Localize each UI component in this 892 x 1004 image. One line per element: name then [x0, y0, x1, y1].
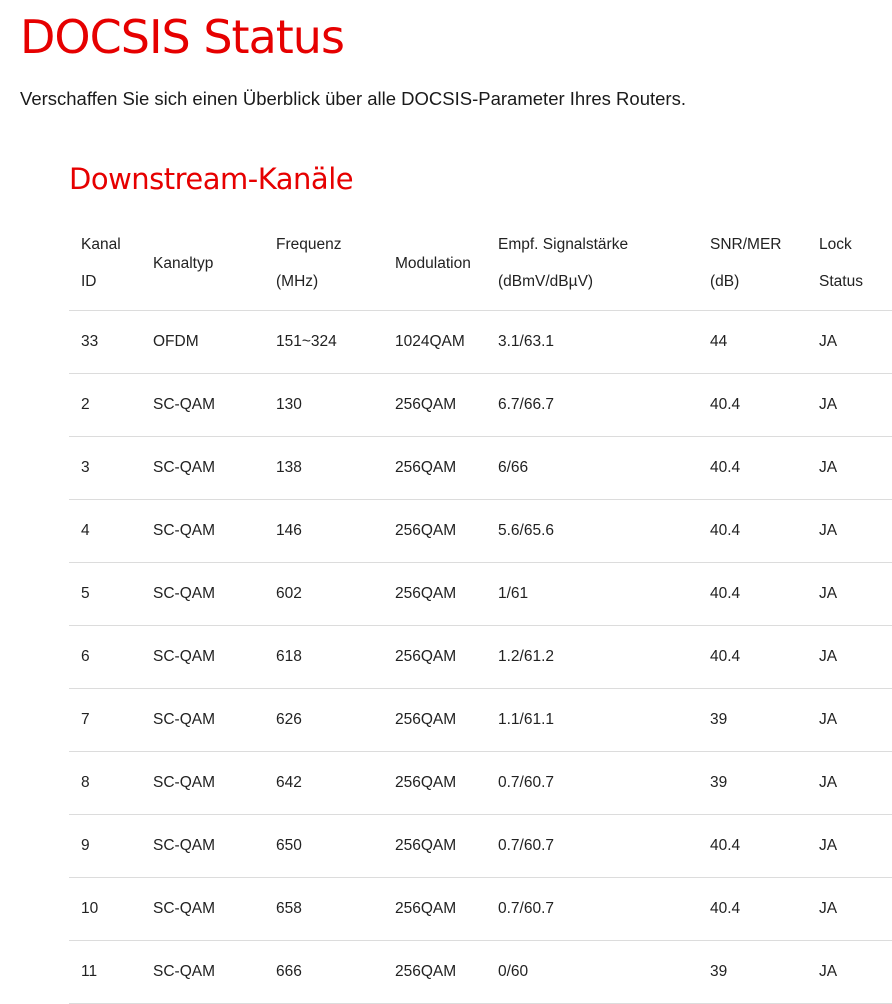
cell-modulation: 1024QAM	[383, 311, 486, 374]
header-channel-id-line2: ID	[81, 273, 97, 290]
cell-frequency: 602	[264, 563, 383, 626]
cell-modulation: 256QAM	[383, 941, 486, 1004]
cell-channel-type: SC-QAM	[141, 878, 264, 941]
page-title: DOCSIS Status	[20, 10, 344, 64]
cell-signal-strength: 0.7/60.7	[486, 815, 698, 878]
header-signal-strength-line2: (dBmV/dBµV)	[498, 273, 594, 290]
table-row	[69, 563, 892, 626]
cell-snr-mer: 40.4	[698, 563, 807, 626]
table-row	[69, 941, 892, 1004]
cell-frequency: 666	[264, 941, 383, 1004]
cell-lock-status: JA	[807, 752, 892, 815]
header-lock-status	[807, 216, 892, 311]
header-signal-strength	[486, 216, 698, 311]
header-channel-id	[69, 216, 141, 311]
cell-snr-mer: 40.4	[698, 374, 807, 437]
cell-channel-type: SC-QAM	[141, 626, 264, 689]
table-header	[69, 216, 892, 311]
header-channel-type-label: Kanaltyp	[153, 254, 214, 272]
header-modulation-label: Modulation	[395, 254, 471, 272]
table-row	[69, 374, 892, 437]
cell-frequency: 626	[264, 689, 383, 752]
cell-snr-mer: 39	[698, 941, 807, 1004]
cell-channel-type: SC-QAM	[141, 752, 264, 815]
cell-channel-id: 6	[69, 626, 141, 689]
cell-channel-type: SC-QAM	[141, 437, 264, 500]
cell-snr-mer: 40.4	[698, 878, 807, 941]
table-header-row	[69, 216, 892, 311]
cell-modulation: 256QAM	[383, 752, 486, 815]
header-channel-id-line1: Kanal	[81, 236, 121, 253]
downstream-table-container	[69, 216, 892, 1004]
cell-channel-type: SC-QAM	[141, 374, 264, 437]
cell-lock-status: JA	[807, 311, 892, 374]
cell-snr-mer: 40.4	[698, 437, 807, 500]
page-subtitle: Verschaffen Sie sich einen Überblick über alle DOCSIS-Parameter Ihres Routers.	[20, 88, 686, 109]
cell-signal-strength: 5.6/65.6	[486, 500, 698, 563]
cell-modulation: 256QAM	[383, 878, 486, 941]
cell-frequency: 138	[264, 437, 383, 500]
cell-modulation: 256QAM	[383, 626, 486, 689]
cell-snr-mer: 39	[698, 689, 807, 752]
cell-snr-mer: 40.4	[698, 626, 807, 689]
header-channel-type	[141, 216, 264, 311]
header-lock-status-line2: Status	[819, 273, 863, 290]
cell-frequency: 151~324	[264, 311, 383, 374]
header-snr-mer-line1: SNR/MER	[710, 236, 782, 253]
table-row	[69, 815, 892, 878]
cell-channel-id: 4	[69, 500, 141, 563]
table-row	[69, 689, 892, 752]
header-modulation	[383, 216, 486, 311]
cell-signal-strength: 3.1/63.1	[486, 311, 698, 374]
cell-channel-id: 3	[69, 437, 141, 500]
cell-channel-id: 9	[69, 815, 141, 878]
downstream-channels-table	[69, 216, 892, 1004]
cell-lock-status: JA	[807, 437, 892, 500]
cell-frequency: 650	[264, 815, 383, 878]
cell-snr-mer: 40.4	[698, 815, 807, 878]
cell-modulation: 256QAM	[383, 374, 486, 437]
cell-lock-status: JA	[807, 374, 892, 437]
cell-lock-status: JA	[807, 815, 892, 878]
header-frequency-line1: Frequenz	[276, 236, 342, 253]
cell-signal-strength: 0.7/60.7	[486, 878, 698, 941]
table-row	[69, 311, 892, 374]
cell-channel-id: 10	[69, 878, 141, 941]
header-lock-status-line1: Lock	[819, 236, 852, 253]
cell-frequency: 618	[264, 626, 383, 689]
cell-lock-status: JA	[807, 878, 892, 941]
cell-modulation: 256QAM	[383, 815, 486, 878]
cell-signal-strength: 1/61	[486, 563, 698, 626]
cell-channel-type: SC-QAM	[141, 689, 264, 752]
cell-modulation: 256QAM	[383, 500, 486, 563]
cell-lock-status: JA	[807, 626, 892, 689]
table-row	[69, 878, 892, 941]
cell-frequency: 658	[264, 878, 383, 941]
cell-channel-id: 11	[69, 941, 141, 1004]
table-row	[69, 500, 892, 563]
cell-channel-id: 7	[69, 689, 141, 752]
cell-frequency: 130	[264, 374, 383, 437]
cell-signal-strength: 6.7/66.7	[486, 374, 698, 437]
table-row	[69, 626, 892, 689]
cell-lock-status: JA	[807, 941, 892, 1004]
cell-snr-mer: 40.4	[698, 500, 807, 563]
cell-channel-type: SC-QAM	[141, 500, 264, 563]
header-snr-mer-line2: (dB)	[710, 273, 740, 290]
downstream-section-title: Downstream-Kanäle	[69, 162, 354, 196]
cell-snr-mer: 39	[698, 752, 807, 815]
cell-signal-strength: 0.7/60.7	[486, 752, 698, 815]
cell-signal-strength: 6/66	[486, 437, 698, 500]
cell-channel-type: OFDM	[141, 311, 264, 374]
cell-channel-id: 5	[69, 563, 141, 626]
header-signal-strength-line1: Empf. Signalstärke	[498, 236, 629, 253]
cell-channel-type: SC-QAM	[141, 563, 264, 626]
cell-frequency: 146	[264, 500, 383, 563]
header-snr-mer	[698, 216, 807, 311]
cell-signal-strength: 0/60	[486, 941, 698, 1004]
cell-modulation: 256QAM	[383, 437, 486, 500]
cell-channel-type: SC-QAM	[141, 941, 264, 1004]
cell-channel-id: 33	[69, 311, 141, 374]
header-frequency-line2: (MHz)	[276, 273, 319, 290]
cell-modulation: 256QAM	[383, 689, 486, 752]
cell-snr-mer: 44	[698, 311, 807, 374]
cell-signal-strength: 1.2/61.2	[486, 626, 698, 689]
table-row	[69, 437, 892, 500]
cell-lock-status: JA	[807, 689, 892, 752]
cell-signal-strength: 1.1/61.1	[486, 689, 698, 752]
table-body	[69, 311, 892, 1004]
cell-frequency: 642	[264, 752, 383, 815]
cell-channel-type: SC-QAM	[141, 815, 264, 878]
cell-channel-id: 8	[69, 752, 141, 815]
cell-lock-status: JA	[807, 563, 892, 626]
cell-lock-status: JA	[807, 500, 892, 563]
cell-channel-id: 2	[69, 374, 141, 437]
cell-modulation: 256QAM	[383, 563, 486, 626]
table-row	[69, 752, 892, 815]
header-frequency	[264, 216, 383, 311]
